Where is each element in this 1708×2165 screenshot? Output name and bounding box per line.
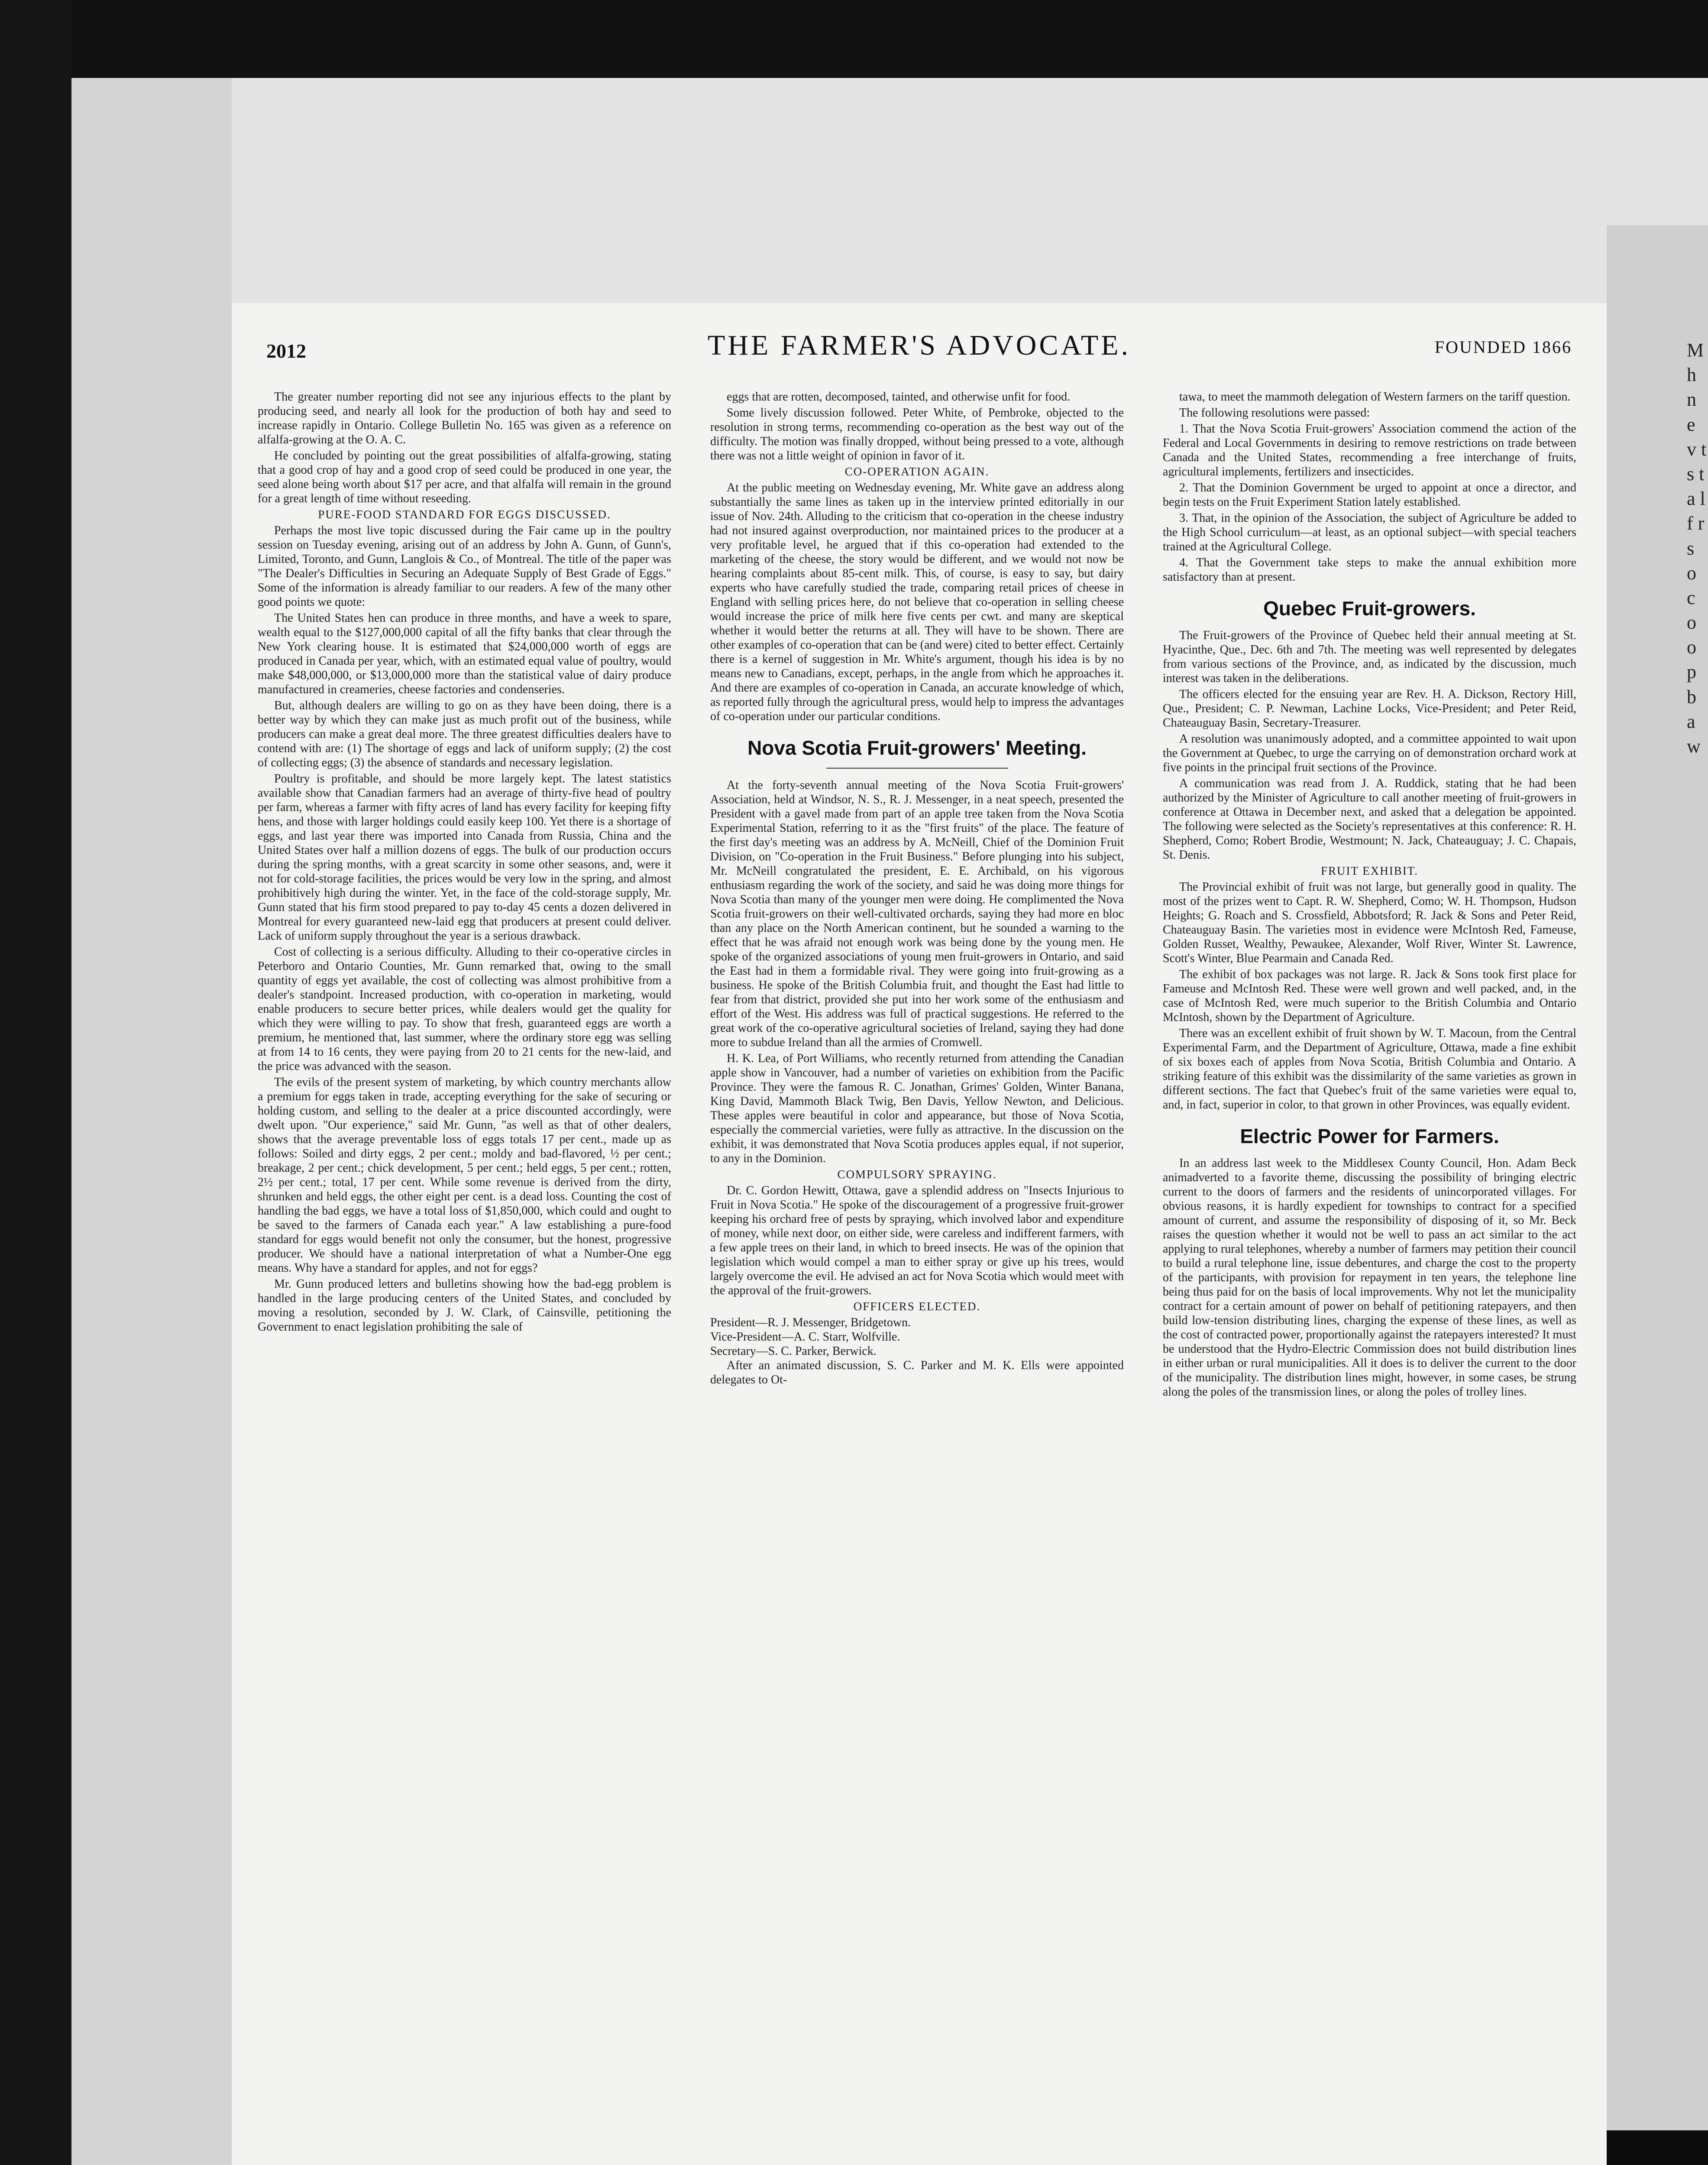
section-subhead: COMPULSORY SPRAYING.: [837, 1168, 997, 1181]
newspaper-page: [232, 303, 1607, 2165]
paragraph: Poultry is profitable, and should be more largely kept. The latest statistics available show that Canadian farmers had an average of thirty-five head of poultry per farm, whereas a farmer with fifty acres of land has every facility for keeping fifty hens, and those with larger holdings could easily keep 100. Yet there is a shortage of eggs, and last year there was imported into Canada from Russia, China and the United States over half a million dozens of eggs. The bulk of our production occurs during the spring months, with a great scarcity in some other seasons, and, were it not for cold-storage facilities, the prices would be very low in the spring, and almost prohibitively high during the winter. Yet, in the face of the cold-storage supply, Mr. Gunn stated that his firm stood prepared to pay to-day 45 cents a dozen delivered in Montreal for every guaranteed new-laid egg that producers at present could deliver. Lack of uniform supply throughout the year is a serious drawback.: [258, 772, 671, 943]
scanner-edge-left: [0, 0, 71, 2165]
resolution-item: 1. That the Nova Scotia Fruit-growers' Association commend the action of the Federal and Local Governments in desiring to remove restrictions on trade between Canada and the United States, recommending a free interchange of fruits, agricultural implements, fertilizers and insecticides.: [1163, 422, 1576, 478]
officer-line: Secretary—S. C. Parker, Berwick.: [710, 1344, 877, 1358]
paragraph: Perhaps the most live topic discussed during the Fair came up in the poultry session on Tuesday evening, arising out of an address by John A. Gunn, of Gunn's, Limited, Toronto, and Gunn, Langlois & Co., of Montreal. The title of the paper was "The Dealer's Difficulties in Securing an Adequate Supply of Best Grade of Eggs." Some of the information is already familiar to our readers. A few of the many other good points we quote:: [258, 524, 671, 609]
paragraph: The Provincial exhibit of fruit was not large, but generally good in quality. The most of the prizes went to Capt. R. W. Shepherd, Como; W. H. Thompson, Hudson Heights; G. Roach and S. Crossfield, Abbotsford; R. Jack & Sons and Peter Reid, Chateauguay Basin. The varieties most in evidence were McIntosh Red, Fameuse, Golden Russet, Wealthy, Pewaukee, Alexander, Wolf River, Winter St. Lawrence, Scott's Winter, Blue Pearmain and Canada Red.: [1163, 880, 1576, 965]
paragraph: The following resolutions were passed:: [1179, 406, 1370, 420]
paragraph: The officers elected for the ensuing year are Rev. H. A. Dickson, Rectory Hill, Que., President; C. P. Newman, Lachine Locks, Vice-President; and Peter Reid, Chateauguay Basin, Secretary-Treasurer.: [1163, 688, 1576, 730]
paragraph: He concluded by pointing out the great possibilities of alfalfa-growing, stating that a good crop of hay and a good crop of seed could be produced in one year, the seed alone being worth about $17 per acre, and that alfalfa will remain in the ground for a great length of time without reseeding.: [258, 449, 671, 505]
section-subhead: PURE-FOOD STANDARD FOR EGGS DISCUSSED.: [318, 508, 611, 521]
scanner-edge-right: [1607, 2130, 1708, 2165]
section-subhead: CO-OPERATION AGAIN.: [844, 465, 990, 478]
column-3: [1163, 390, 1576, 2165]
article-heading: Nova Scotia Fruit-growers' Meeting.: [747, 737, 1087, 759]
paragraph: Cost of collecting is a serious difficulty. Alluding to their co-operative circles in Peterboro and Ontario Counties, Mr. Gunn remarked that, owing to the small quantity of eggs yet available, the cost of collecting was almost prohibitive from a dealer's standpoint. Increased production, with co-operation in marketing, would enable producers to secure better prices, while dealers would get the quality for which they were willing to pay. To show that fresh, guaranteed eggs are worth a premium, he mentioned that, last summer, where the ordinary store egg was selling at from 14 to 16 cents, they were paying from 20 to 21 cents for the new-laid, and the price was advanced with the season.: [258, 945, 671, 1073]
resolution-item: 2. That the Dominion Government be urged to appoint at once a director, and begin tests on the Fruit Experiment Station lately established.: [1163, 481, 1576, 509]
founded-note: FOUNDED 1866: [1434, 337, 1572, 357]
next-page-letters: M h n e v t s t a l f r s o c o o p b a w: [1687, 339, 1707, 757]
resolution-item: 4. That the Government take steps to make the annual exhibition more satisfactory than at present.: [1163, 556, 1576, 584]
paragraph: After an animated discussion, S. C. Parker and M. K. Ells were appointed delegates to Ot-: [710, 1359, 1124, 1386]
paragraph: At the public meeting on Wednesday evening, Mr. White gave an address along substantially the same lines as taken up in the interview printed editorially in our issue of Nov. 24th. Alluding to the criticism that co-operation in the cheese industry had not insured against overproduction, nor maintained prices to the producer at a very profitable level, he argued that if this co-operation had extended to the marketing of the cheese, the story would be different, and we would not now be hearing complaints about 85-cent milk. This, of course, is easy to say, but dairy experts who have carefully studied the trade, comparing retail prices of cheese in England with selling prices here, do not believe that co-operation in selling cheese would increase the price of milk here five cents per cwt. and many are skeptical whether it would better the returns at all. They will have to be shown. There are other examples of co-operation that can be (and were) cited to better effect. Certainly there is a kernel of suggestion in Mr. White's argument, though his idea is by no means new to Canadians, except, perhaps, in the angle from which he approaches it. And there are examples of co-operation in Canada, an accurate knowledge of which, as reported fully through the agricultural press, would help to impress the advantages of co-operation under our particular conditions.: [710, 481, 1124, 723]
page-header: [232, 329, 1607, 377]
paragraph: tawa, to meet the mammoth delegation of Western farmers on the tariff question.: [1179, 390, 1571, 404]
paragraph: At the forty-seventh annual meeting of the Nova Scotia Fruit-growers' Association, held at Windsor, N. S., R. J. Messenger, in a neat speech, presented the President with a gavel made from part of an apple tree taken from the Nova Scotia Experimental Station, referring to it as the "first fruits" of the place. The feature of the first day's meeting was an address by A. McNeill, Chief of the Dominion Fruit Division, on "Co-operation in the Fruit Business." Before plunging into his subject, Mr. McNeill congratulated the president, E. E. Archibald, on his vigorous enthusiasm regarding the work of the society, and said he was doing more things for Nova Scotia than many of the younger men were doing. He complimented the Nova Scotia fruit-growers on their well-cultivated orchards, saying they had more en bloc than any place on the North American continent, but he sounded a warning to the effect that he was afraid not enough work was being done by the young men. He spoke of the organized associations of young men fruit-growers in Ontario, and said the East had in them a formidable rival. They were going into fruit-growing as a business. He spoke of the British Columbia fruit, and thought the East had little to fear from that district, provided she put into her work some of the enthusiasm and effort of the West. His address was full of practical suggestions. He referred to the great work of the co-operative agricultural societies of Ireland, saying they had done more to subdue Ireland than all the armies of Cromwell.: [710, 779, 1124, 1049]
officer-line: President—R. J. Messenger, Bridgetown.: [710, 1316, 911, 1329]
paragraph: Dr. C. Gordon Hewitt, Ottawa, gave a splendid address on "Insects Injurious to Fruit in Nova Scotia." He spoke of the discouragement of a progressive fruit-grower keeping his orchard free of pests by spraying, which involved labor and expenditure of money, while next door, on either side, were careless and indifferent farmers, with a few apple trees on their land, in which to breed insects. He was of the opinion that legislation which would compel a man to either spray or give up his trees, would largely overcome the evil. He advised an act for Nova Scotia which would meet with the approval of the fruit-growers.: [710, 1184, 1124, 1297]
paragraph: But, although dealers are willing to go on as they have been doing, there is a better way by which they can make just as much profit out of the business, while producers can make a great deal more. The three greatest difficulties dealers have to contend with are: (1) The shortage of eggs and lack of uniform supply; (2) the cost of collecting eggs; (3) the absence of standards and necessary legislation.: [258, 699, 671, 769]
page-number: 2012: [266, 340, 306, 362]
column-2: [710, 390, 1124, 2165]
article-heading: Electric Power for Farmers.: [1240, 1125, 1499, 1147]
section-subhead: OFFICERS ELECTED.: [853, 1300, 981, 1313]
officer-line: Vice-President—A. C. Starr, Wolfville.: [710, 1330, 900, 1344]
paragraph: The Fruit-growers of the Province of Quebec held their annual meeting at St. Hyacinthe, Que., Dec. 6th and 7th. The meeting was well represented by delegates from various sections of the Province, and, as indicated by the discussion, much interest was taken in the deliberations.: [1163, 629, 1576, 685]
resolution-item: 3. That, in the opinion of the Association, the subject of Agriculture be added to the High School curriculum—at least, as an optional subject—with special teachers trained at the Agricultural College.: [1163, 511, 1576, 553]
scanner-edge-top: [0, 0, 1708, 78]
paragraph: The greater number reporting did not see any injurious effects to the plant by producing seed, and nearly all look for the production of both hay and seed to increase rapidly in Ontario. College Bulletin No. 165 was given as a reference on alfalfa-growing at the O. A. C.: [258, 390, 671, 446]
paragraph: The United States hen can produce in three months, and have a week to spare, wealth equal to the $127,000,000 capital of all the fifty banks that clear through the New York clearing house. It is estimated that $24,000,000 worth of eggs are produced in Canada per year, which, with an estimated equal value of poultry, would make $48,000,000, or $13,000,000 more than the statistical value of dairy produce manufactured in creameries, cheese factories and condenseries.: [258, 611, 671, 696]
paragraph: There was an excellent exhibit of fruit shown by W. T. Macoun, from the Central Experimental Farm, and the Department of Agriculture, Ottawa, made a fine exhibit of six boxes each of apples from Nova Scotia, British Columbia and Ontario. A striking feature of this exhibit was the dissimilarity of the same varieties as grown in different sections. The fact that Quebec's fruit of the same varieties were equal to, and, in fact, superior in color, to that grown in other Provinces, was equally evident.: [1163, 1027, 1576, 1112]
paragraph: Mr. Gunn produced letters and bulletins showing how the bad-egg problem is handled in the large producing centers of the United States, and concluded by moving a resolution, seconded by J. W. Clark, of Cainsville, petitioning the Government to enact legislation prohibiting the sale of: [258, 1277, 671, 1334]
paragraph: Some lively discussion followed. Peter White, of Pembroke, objected to the resolution in strong terms, recommending co-operation as the best way out of the difficulty. The motion was finally dropped, without being pressed to a vote, although there was not a little weight of opinion in favor of it.: [710, 406, 1124, 462]
paragraph: H. K. Lea, of Port Williams, who recently returned from attending the Canadian apple show in Vancouver, had a number of varieties on exhibition from the Pacific Province. They were the famous R. C. Jonathan, Grimes' Golden, Winter Banana, King David, Mammoth Black Twig, Ben Davis, Yellow Newton, and Delicious. These apples were beautiful in color and appearance, but those of Nova Scotia, especially the commercial varieties, were fully as attractive. In the discussion on the exhibit, it was demonstrated that Nova Scotia produces apples equal, if not superior, to any in the Dominion.: [710, 1052, 1124, 1165]
column-1: [258, 390, 671, 2165]
article-heading: Quebec Fruit-growers.: [1263, 597, 1476, 620]
paragraph: A resolution was unanimously adopted, and a committee appointed to wait upon the Government at Quebec, to urge the carrying on of demonstration orchard work at five points in the principal fruit sections of the Province.: [1163, 732, 1576, 774]
paragraph: A communication was read from J. A. Ruddick, stating that he had been authorized by the Minister of Agriculture to call another meeting of fruit-growers in conference at Ottawa in December next, and asked that a delegation be appointed. The following were selected as the Society's representatives at this conference: R. H. Shepherd, Como; Robert Brodie, Westmount; N. Jack, Chateauguay; J. C. Chapais, St. Denis.: [1163, 777, 1576, 862]
paragraph: The exhibit of box packages was not large. R. Jack & Sons took first place for Fameuse and McIntosh Red. These were well grown and well packed, and, in the case of McIntosh Red, were much superior to the British Columbia and Ontario McIntosh, shown by the Department of Agriculture.: [1163, 968, 1576, 1024]
paragraph: In an address last week to the Middlesex County Council, Hon. Adam Beck animadverted to a favorite theme, discussing the possibility of bringing electric current to the doors of farmers and the residents of unincorporated villages. For obvious reasons, it is hardly expedient for townships to contract for a specified amount of current, and assume the responsibility of disposing of it, so Mr. Beck raises the question whether it would not be well to pass an act similar to the act applying to rural telephones, whereby a number of farmers may petition their council to build a rural telephone line, issue debentures, and charge the cost to the property of the participants, with provision for repayment in ten years, the telephone line being thus paid for on the basis of local improvements. Why not let the municipality contract for a certain amount of power on behalf of petitioning ratepayers, and then build low-tension distributing lines, charging the expense of these lines, as well as the cost of contracted power, proportionally against the ratepayers interested? It must be understood that the Hydro-Electric Commission does not build distribution lines in either urban or rural municipalities. All it does is to deliver the current to the door of the municipality. The distribution lines might, however, in some cases, be strung along the poles of the transmission lines, or along the poles of trolley lines.: [1163, 1157, 1576, 1399]
paragraph: eggs that are rotten, decomposed, tainted, and otherwise unfit for food.: [727, 390, 1071, 404]
masthead-title: THE FARMER'S ADVOCATE.: [708, 330, 1131, 361]
section-subhead: FRUIT EXHIBIT.: [1321, 864, 1418, 877]
heading-rule: [826, 768, 1008, 769]
paragraph: The evils of the present system of marketing, by which country merchants allow a premium for eggs taken in trade, accepting everything for the sake of securing or holding custom, and selling to the dealer at a price discounted accordingly, were dwelt upon. "Our experience," said Mr. Gunn, "as well as that of other dealers, shows that the average preventable loss of eggs totals 17 per cent., made up as follows: Soiled and dirty eggs, 2 per cent.; moldy and bad-flavored, ½ per cent.; breakage, 2 per cent.; chick development, 5 per cent.; held eggs, 5 per cent.; rotten, 2½ per cent.; total, 17 per cent. While some revenue is derived from the dirty, shrunken and held eggs, the other eight per cent. is a dead loss. Counting the cost of handling the bad eggs, we have a total loss of $1,850,000, which could and ought to be saved to the farmers of Canada each year." A law establishing a pure-food standard for eggs would benefit not only the consumer, but the honest, progressive producer. We should have a national interpretation of what a Number-One egg means. Why have a standard for apples, and not for eggs?: [258, 1076, 671, 1275]
previous-page-fold: [71, 78, 232, 2165]
